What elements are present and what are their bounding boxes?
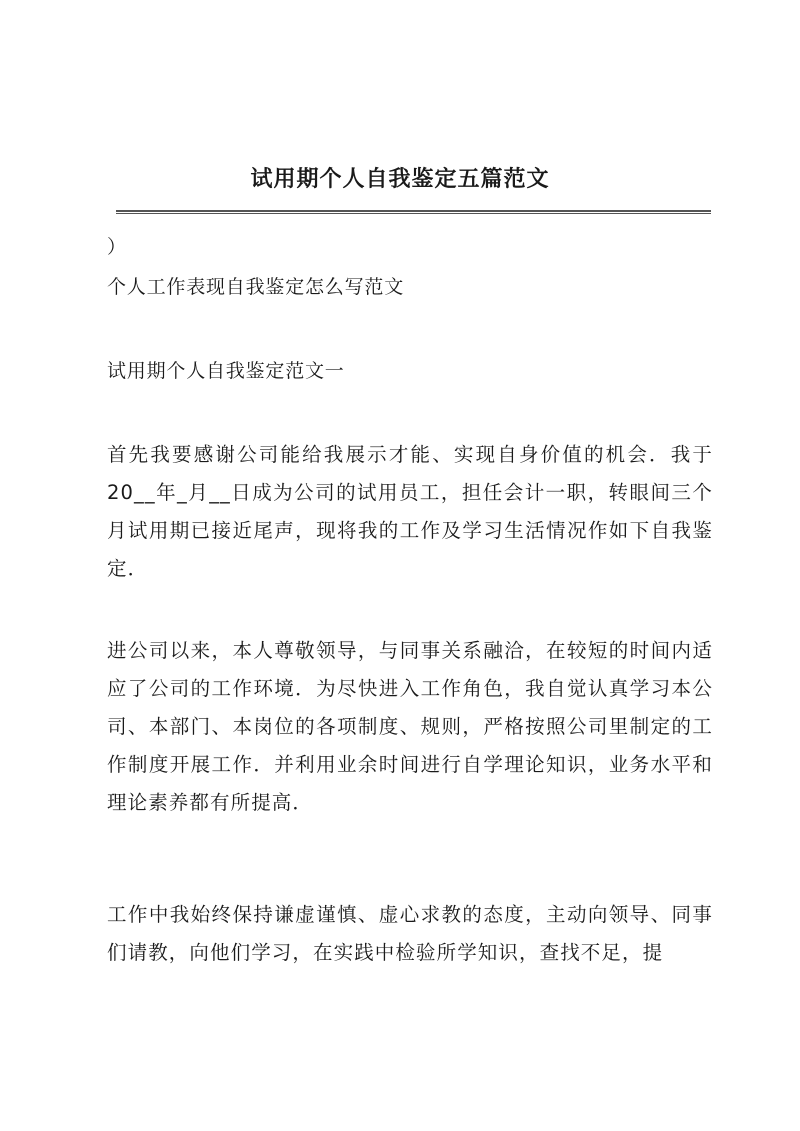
document-title: 试用期个人自我鉴定五篇范文 (250, 166, 550, 192)
bracket-line: ） (107, 236, 127, 258)
subtitle-line-1: 个人工作表现自我鉴定怎么写范文 (107, 276, 405, 298)
subtitle-line-2: 试用期个人自我鉴定范文一 (107, 360, 345, 382)
paragraph-1: 首先我要感谢公司能给我展示才能、实现自身价值的机会．我于20__年_月__日成为公司的试用员工，担任会计一职，转眼间三个月试用期已接近尾声，现将我的工作及学习生活情况作如下自我鉴定． (107, 443, 713, 580)
title-divider (116, 210, 711, 214)
paragraph-3: 工作中我始终保持谦虚谨慎、虚心求教的态度，主动向领导、同事们请教，向他们学习，在实践中检验所学知识，查找不足，提 (107, 903, 713, 964)
paragraph-2: 进公司以来，本人尊敬领导，与同事关系融洽，在较短的时间内适应了公司的工作环境．为尽快进入工作角色，我自觉认真学习本公司、本部门、本岗位的各项制度、规则，严格按照公司里制定的工作制度开展工作．并利用业余时间进行自学理论知识，业务水平和理论素养都有所提高． (107, 639, 713, 814)
